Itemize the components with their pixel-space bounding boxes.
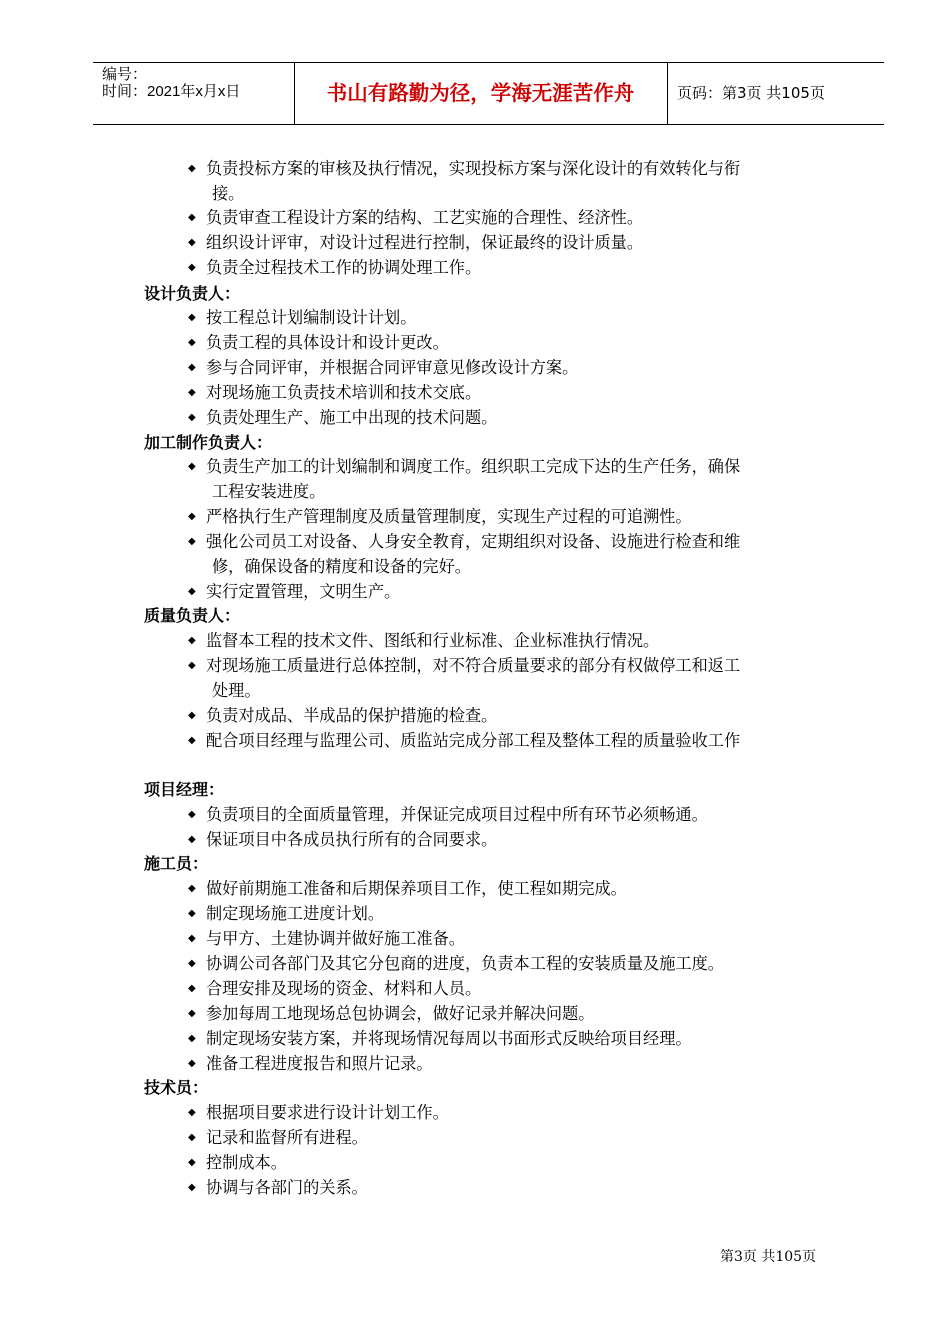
diamond-bullet-icon: ◆ [188, 1107, 196, 1118]
list-item-text: 配合项目经理与监理公司、质监站完成分部工程及整体工程的质量验收工作 [206, 731, 741, 750]
list-item [188, 1100, 848, 1125]
list-item [188, 703, 848, 728]
list-item [188, 230, 848, 255]
list-item-text-continued: 处理。 [212, 681, 261, 700]
list-item [188, 728, 848, 753]
list-item [188, 876, 848, 901]
list-item-text: 做好前期施工准备和后期保养项目工作，使工程如期完成。 [206, 879, 627, 898]
list-item-text: 协调公司各部门及其它分包商的进度，负责本工程的安装质量及施工度。 [206, 954, 724, 973]
list-item [188, 926, 848, 951]
section-heading: 加工制作负责人： [144, 433, 273, 452]
list-item [188, 628, 848, 653]
list-item-text: 负责生产加工的计划编制和调度工作。组织职工完成下达的生产任务，确保 [206, 457, 741, 476]
list-item [188, 205, 848, 230]
list-item-text: 合理安排及现场的资金、材料和人员。 [206, 979, 482, 998]
list-item-text: 记录和监督所有进程。 [206, 1128, 368, 1147]
section-heading: 施工员： [144, 854, 209, 873]
list-item [188, 976, 848, 1001]
header-divider [667, 63, 668, 124]
list-item-text-continued: 修，确保设备的精度和设备的完好。 [212, 557, 471, 576]
document-code-label: 编号： [102, 66, 148, 83]
section-heading: 项目经理： [144, 780, 225, 799]
diamond-bullet-icon: ◆ [188, 660, 196, 671]
diamond-bullet-icon: ◆ [188, 312, 196, 323]
section-heading: 质量负责人： [144, 606, 241, 625]
section-heading: 技术员： [144, 1078, 209, 1097]
diamond-bullet-icon: ◆ [188, 337, 196, 348]
list-item-text: 负责投标方案的审核及执行情况，实现投标方案与深化设计的有效转化与衔 [206, 159, 741, 178]
list-item-text: 参加每周工地现场总包协调会，做好记录并解决问题。 [206, 1004, 595, 1023]
list-item-text: 参与合同评审，并根据合同评审意见修改设计方案。 [206, 358, 579, 377]
list-item-text: 实行定置管理，文明生产。 [206, 582, 401, 601]
list-item-text: 协调与各部门的关系。 [206, 1178, 368, 1197]
list-item [188, 951, 848, 976]
list-item-text-continued: 接。 [212, 184, 245, 203]
document-time-label: 时间：2021年x月x日 [102, 83, 241, 100]
list-item [188, 1175, 848, 1200]
list-item [188, 305, 848, 330]
diamond-bullet-icon: ◆ [188, 1058, 196, 1069]
list-item-text: 负责处理生产、施工中出现的技术问题。 [206, 408, 498, 427]
list-item-text: 对现场施工负责技术培训和技术交底。 [206, 383, 482, 402]
list-item [188, 653, 848, 703]
list-item-text: 制定现场施工进度计划。 [206, 904, 385, 923]
list-item-text: 监督本工程的技术文件、图纸和行业标准、企业标准执行情况。 [206, 631, 660, 650]
footer-page-number: 第3页 共105页 [720, 1249, 817, 1265]
list-item-text: 制定现场安装方案，并将现场情况每周以书面形式反映给项目经理。 [206, 1029, 692, 1048]
diamond-bullet-icon: ◆ [188, 511, 196, 522]
list-item-text: 负责全过程技术工作的协调处理工作。 [206, 258, 482, 277]
header-motto: 书山有路勤为径，学海无涯苦作舟 [326, 81, 635, 105]
list-item-text: 负责审查工程设计方案的结构、工艺实施的合理性、经济性。 [206, 208, 644, 227]
list-item [188, 579, 848, 604]
diamond-bullet-icon: ◆ [188, 163, 196, 174]
list-item-text: 与甲方、土建协调并做好施工准备。 [206, 929, 465, 948]
diamond-bullet-icon: ◆ [188, 710, 196, 721]
diamond-bullet-icon: ◆ [188, 1008, 196, 1019]
list-item-text: 根据项目要求进行设计计划工作。 [206, 1103, 449, 1122]
diamond-bullet-icon: ◆ [188, 735, 196, 746]
list-item [188, 1001, 848, 1026]
list-item [188, 454, 848, 504]
diamond-bullet-icon: ◆ [188, 635, 196, 646]
list-item [188, 827, 848, 852]
diamond-bullet-icon: ◆ [188, 461, 196, 472]
diamond-bullet-icon: ◆ [188, 1132, 196, 1143]
list-item [188, 1150, 848, 1175]
diamond-bullet-icon: ◆ [188, 586, 196, 597]
section-heading: 设计负责人： [144, 284, 241, 303]
list-item-text: 负责项目的全面质量管理，并保证完成项目过程中所有环节必须畅通。 [206, 805, 708, 824]
diamond-bullet-icon: ◆ [188, 834, 196, 845]
diamond-bullet-icon: ◆ [188, 958, 196, 969]
list-item [188, 802, 848, 827]
diamond-bullet-icon: ◆ [188, 536, 196, 547]
diamond-bullet-icon: ◆ [188, 883, 196, 894]
list-item [188, 529, 848, 579]
diamond-bullet-icon: ◆ [188, 933, 196, 944]
diamond-bullet-icon: ◆ [188, 809, 196, 820]
list-item-text: 准备工程进度报告和照片记录。 [206, 1054, 433, 1073]
list-item [188, 255, 848, 280]
list-item-text: 组织设计评审，对设计过程进行控制，保证最终的设计质量。 [206, 233, 644, 252]
diamond-bullet-icon: ◆ [188, 908, 196, 919]
list-item [188, 156, 848, 206]
list-item-text: 对现场施工质量进行总体控制，对不符合质量要求的部分有权做停工和返工 [206, 656, 741, 675]
list-item-text: 保证项目中各成员执行所有的合同要求。 [206, 830, 498, 849]
list-item [188, 1125, 848, 1150]
diamond-bullet-icon: ◆ [188, 362, 196, 373]
list-item-text: 强化公司员工对设备、人身安全教育，定期组织对设备、设施进行检查和维 [206, 532, 741, 551]
list-item-text: 控制成本。 [206, 1153, 287, 1172]
list-item-text: 严格执行生产管理制度及质量管理制度，实现生产过程的可追溯性。 [206, 507, 692, 526]
diamond-bullet-icon: ◆ [188, 262, 196, 273]
diamond-bullet-icon: ◆ [188, 1033, 196, 1044]
header-page-number: 页码：第3页 共105页 [677, 84, 825, 102]
diamond-bullet-icon: ◆ [188, 983, 196, 994]
list-item [188, 355, 848, 380]
diamond-bullet-icon: ◆ [188, 1182, 196, 1193]
diamond-bullet-icon: ◆ [188, 237, 196, 248]
list-item-text-continued: 工程安装进度。 [212, 482, 326, 501]
list-item [188, 504, 848, 529]
diamond-bullet-icon: ◆ [188, 387, 196, 398]
list-item-text: 负责对成品、半成品的保护措施的检查。 [206, 706, 498, 725]
diamond-bullet-icon: ◆ [188, 1157, 196, 1168]
list-item [188, 330, 848, 355]
list-item-text: 按工程总计划编制设计计划。 [206, 308, 417, 327]
list-item [188, 1026, 848, 1051]
list-item [188, 901, 848, 926]
list-item-text: 负责工程的具体设计和设计更改。 [206, 333, 449, 352]
list-item [188, 405, 848, 430]
diamond-bullet-icon: ◆ [188, 212, 196, 223]
list-item [188, 380, 848, 405]
page-header [93, 62, 884, 125]
diamond-bullet-icon: ◆ [188, 412, 196, 423]
list-item [188, 1051, 848, 1076]
